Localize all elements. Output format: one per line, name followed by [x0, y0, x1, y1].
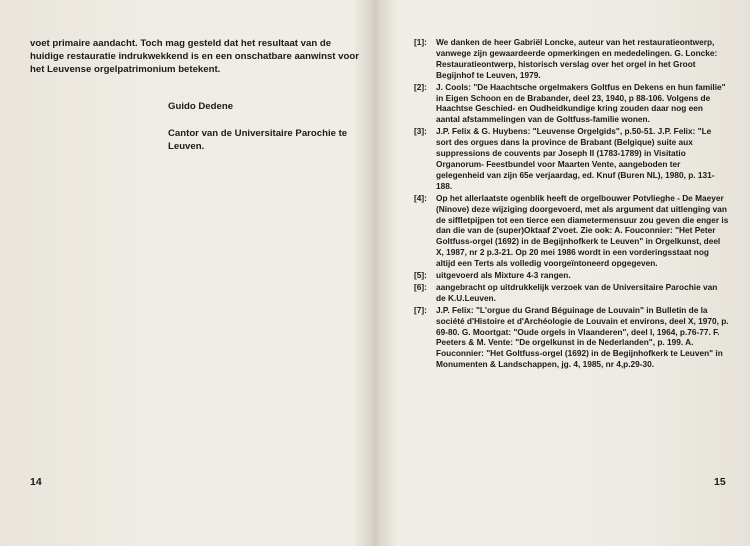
footnote-text: We danken de heer Gabriël Loncke, auteur van het restauratieontwerp, vanwege zijn gewaardeerde opmerkingen en mededelingen. G. Loncke: Restauratieontwerp, historisch verslag over het orgel in het Groot Begijnhof te Leuven, 1979.	[436, 37, 718, 80]
footnote	[414, 270, 729, 281]
left-page	[0, 0, 373, 546]
footnotes-list	[414, 37, 729, 371]
footnote	[414, 282, 729, 304]
footnote-label: [1]:	[414, 37, 427, 47]
right-page	[377, 0, 750, 546]
signature-name: Guido Dedene	[168, 101, 234, 112]
page-number-right: 15	[714, 476, 726, 488]
footnote-label: [2]:	[414, 81, 427, 92]
footnote-label: [5]:	[414, 270, 427, 281]
page-number-left: 14	[30, 476, 42, 488]
footnote-text: aangebracht op uitdrukkelijk verzoek van de Universitaire Parochie van de K.U.Leuven.	[436, 281, 718, 303]
footnote-label: [4]:	[414, 192, 427, 203]
footnote-text: Op het allerlaatste ogenblik heeft de orgelbouwer Potvlieghe - De Maeyer (Ninove) deze wijziging doorgevoerd, met als argument dat uitlenging van de siffletpijpen tot een tierce een diametermensuur zou geven die enger is dan die van de (super)Oktaaf 2'voet. Zie ook: A. Fouconnier: "Het Peter Goltfuss-orgel (1692) in de Begijnhofkerk te Leuven" in Orgelkunst, deel X, 1987, nr 2 p.3-21. Op 20 mei 1986 wordt in een vorderingsstaat nog altijd een Terts als volledig voorgeïntoneerd opgegeven.	[436, 192, 729, 269]
signature-title: Cantor van de Universitaire Parochie te Leuven.	[168, 128, 348, 153]
footnote-label: [6]:	[414, 281, 427, 292]
footnote	[414, 305, 729, 370]
intro-paragraph: voet primaire aandacht. Toch mag gesteld dat het resultaat van de huidige restauratie indrukwekkend is en een onschatbare aanwinst voor het Leuvense orgelpatrimonium betekent.	[30, 38, 359, 76]
footnote-label: [3]:	[414, 126, 427, 137]
footnote-text: J. Cools: "De Haachtsche orgelmakers Goltfus en Dekens en hun familie" in Eigen Schoon en de Brabander, deel 23, 1940, p 88-106. Volgens de Haachtse Geschied- en Oudheidkundige kring zouden daar nog een aantal afstammelingen van de Goltfuss-familie wonen.	[436, 81, 726, 125]
footnote	[414, 37, 729, 81]
footnote-text: J.P. Felix: "L'orgue du Grand Béguinage de Louvain" in Bulletin de la société d'Histoire et d'Archéologie de Louvain et environs, deel X, 1970, p. 69-80. G. Moortgat: "Oude orgels in Vlaanderen", deel I, 1964, p.76-77. F. Peeters & M. Vente: "De orgelkunst in de Nederlanden", p. 199. A. Fouconnier: "Het Goltfuss-orgel (1692) in de Begijnhofkerk te Leuven" in Monumenten & Landschappen, jg. 4, 1985, nr 4,p.29-30.	[436, 304, 729, 370]
footnote-text: uitgevoerd als Mixture 4-3 rangen.	[436, 270, 571, 281]
footnote-label: [7]:	[414, 304, 427, 315]
footnote-text: J.P. Felix & G. Huybens: "Leuvense Orgelgids", p.50-51. J.P. Felix: "Le sort des orgues dans la province de Brabant (Belgique) suite aux suppressions de couvents par Joseph II (1783-1789) in Visitatio Organorum- Feestbundel voor Maarten Vente, aangeboden ter gelegenheid van zijn 65e verjaardag, ed. Knuf (Buren NL), 1980, p. 131-188.	[436, 126, 715, 191]
footnote	[414, 82, 729, 126]
footnote	[414, 193, 729, 269]
footnote	[414, 126, 729, 191]
